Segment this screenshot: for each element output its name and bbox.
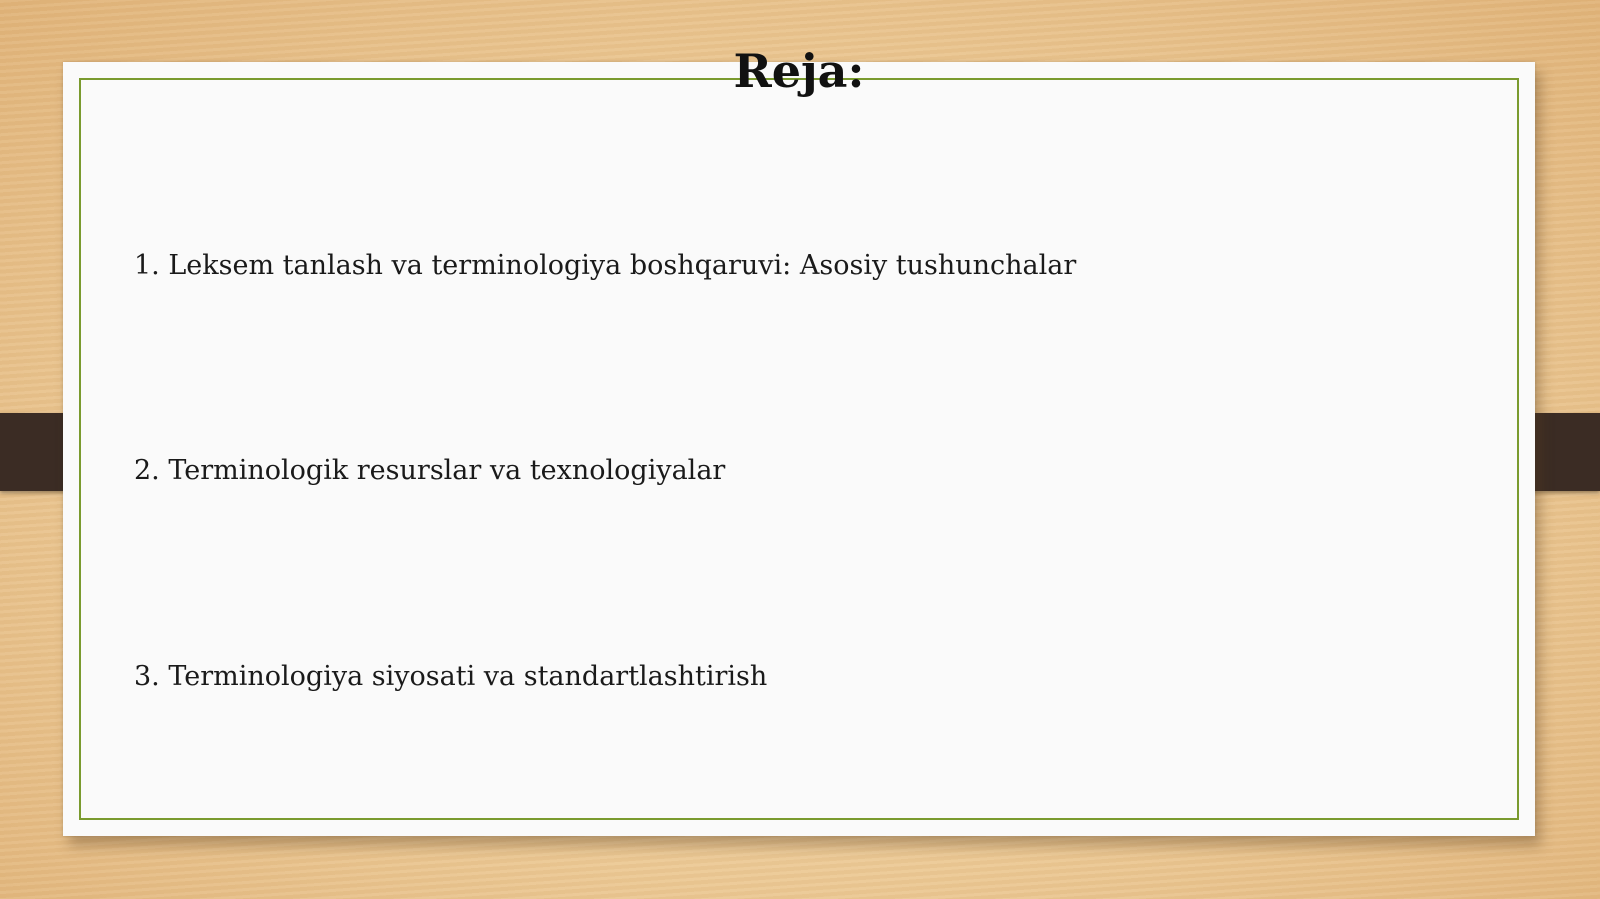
- agenda-item-3: 3. Terminologiya siyosati va standartlashtirish: [134, 661, 768, 692]
- agenda-item-1: 1. Leksem tanlash va terminologiya boshqaruvi: Asosiy tushunchalar: [134, 250, 1077, 281]
- agenda-item-2: 2. Terminologik resurslar va texnologiyalar: [134, 455, 726, 486]
- slide-title: Reja:: [733, 44, 865, 98]
- slide-frame: [79, 78, 1519, 820]
- slide-card: [63, 44, 1535, 836]
